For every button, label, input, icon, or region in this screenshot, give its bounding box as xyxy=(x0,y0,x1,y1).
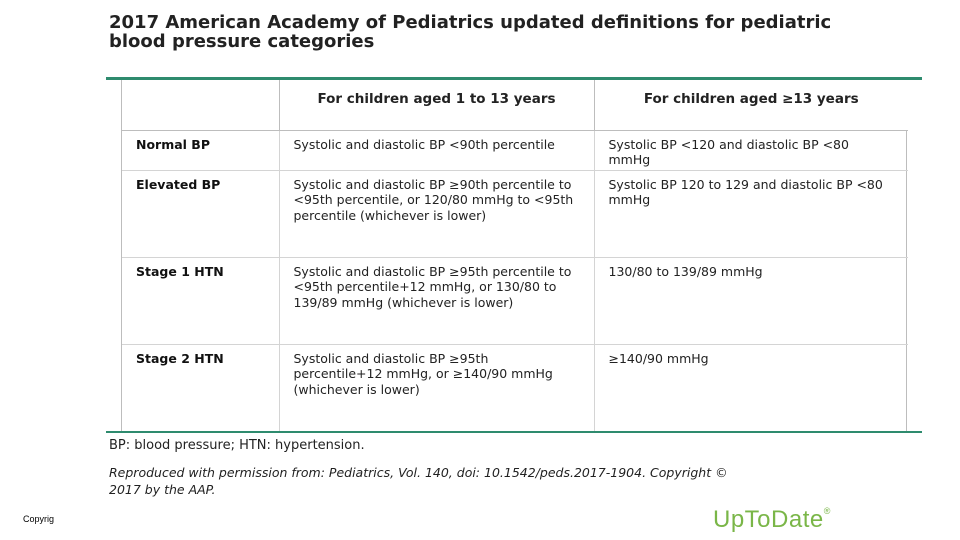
table-header-row xyxy=(122,80,908,130)
row-category: Elevated BP xyxy=(122,170,279,257)
logo-text: UpToDate xyxy=(713,506,824,533)
cell-age-1-13: Systolic and diastolic BP ≥95th percentile to <95th percentile+12 mmHg, or 130/80 to 139/89 mmHg (whichever is lower) xyxy=(279,257,594,344)
header-age-1-13: For children aged 1 to 13 years xyxy=(279,80,594,130)
registered-mark: ® xyxy=(823,506,831,516)
cell-age-13-plus: Systolic BP 120 to 129 and diastolic BP <80 mmHg xyxy=(594,170,908,257)
bp-categories-table xyxy=(121,80,907,431)
row-category: Stage 1 HTN xyxy=(122,257,279,344)
uptodate-logo xyxy=(713,506,831,534)
cell-age-1-13: Systolic and diastolic BP ≥95th percentile+12 mmHg, or ≥140/90 mmHg (whichever is lower) xyxy=(279,344,594,431)
header-age-13-plus: For children aged ≥13 years xyxy=(594,80,908,130)
reprint-permission-note: Reproduced with permission from: Pediatrics, Vol. 140, doi: 10.1542/peds.2017-1904. Copyright © 2017 by the AAP. xyxy=(109,465,728,497)
bottom-divider xyxy=(106,431,922,433)
table-row xyxy=(122,344,908,431)
header-category xyxy=(122,80,279,130)
cell-age-13-plus: Systolic BP <120 and diastolic BP <80 mmHg xyxy=(594,130,908,170)
document-title: 2017 American Academy of Pediatrics updated definitions for pediatric blood pressure categories xyxy=(109,12,832,52)
copyright-stub: Copyrig xyxy=(23,514,55,524)
table-row xyxy=(122,170,908,257)
row-category: Stage 2 HTN xyxy=(122,344,279,431)
row-category: Normal BP xyxy=(122,130,279,170)
cell-age-13-plus: 130/80 to 139/89 mmHg xyxy=(594,257,908,344)
abbreviation-footnote: BP: blood pressure; HTN: hypertension. xyxy=(109,438,365,453)
table-row xyxy=(122,257,908,344)
cell-age-1-13: Systolic and diastolic BP ≥90th percentile to <95th percentile, or 120/80 mmHg to <95th percentile (whichever is lower) xyxy=(279,170,594,257)
cell-age-13-plus: ≥140/90 mmHg xyxy=(594,344,908,431)
cell-age-1-13: Systolic and diastolic BP <90th percentile xyxy=(279,130,594,170)
table-row xyxy=(122,130,908,170)
